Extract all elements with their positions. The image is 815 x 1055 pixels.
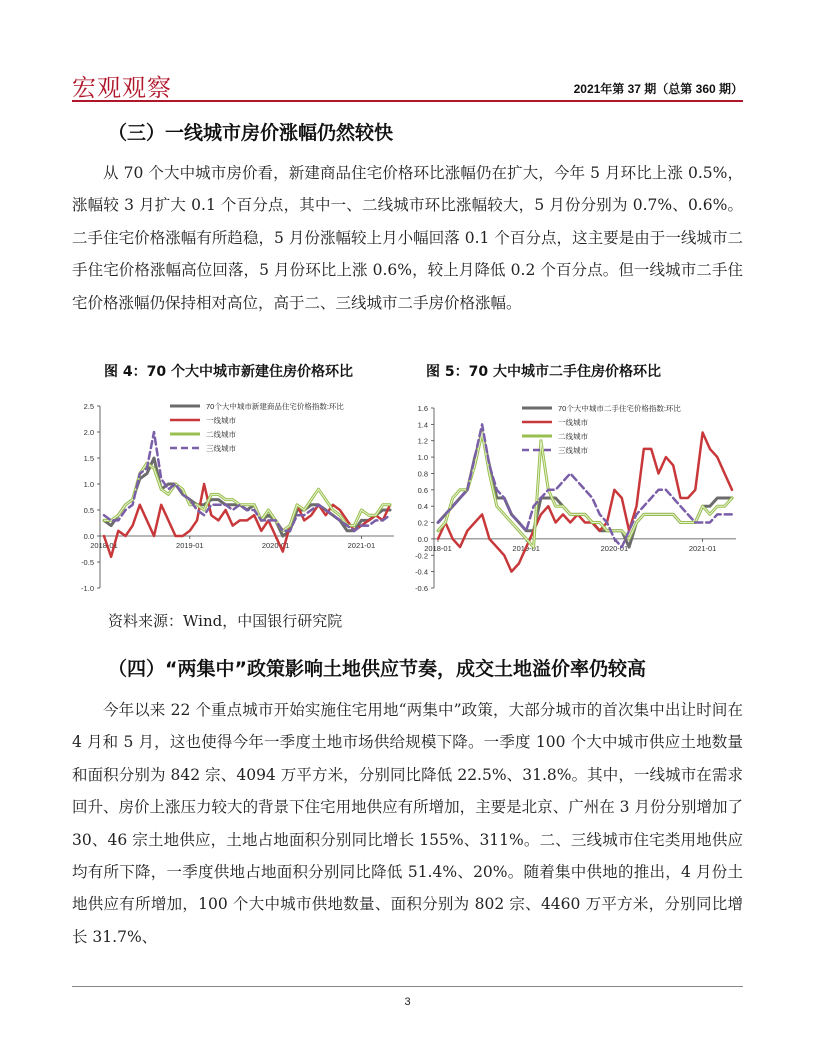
y-tick-label: 0.5 xyxy=(83,506,94,515)
publication-title: 宏观观察 xyxy=(72,74,172,102)
y-tick-label: -1.0 xyxy=(81,584,94,593)
x-tick-label: 2018-01 xyxy=(90,541,118,550)
x-tick-label: 2021-01 xyxy=(688,543,717,553)
section-4-text: 今年以来 22 个重点城市开始实施住宅用地“两集中”政策，大部分城市的首次集中出让时间在 4 月和 5 月，这也使得今年一季度土地市场供给规模下降。一季度 100 个大中城市供应土地数量和面积分别为 842 宗、4094 万平方米，分别同比降低 22.5%、31.8%。其中，一线城市在需求回升、房价上涨压力较大的背景下住宅用地供应有所增加，主要是北京、广州在 3 月份分别增加了 30、46 宗土地供应，土地占地面积分别同比增长 155%、311%。二、三线城市住宅类用地供应均有所下降，一季度供地占地面积分别同比降低 51.4%、20%。随着集中供地的推出，4 月份土地供应有所增加，100 个大中城市供地数量、面积分别为 802 宗、4460 万平方米，分别同比增长 31.7%、 xyxy=(72,701,743,946)
y-tick-label: 0.4 xyxy=(417,502,428,512)
y-tick-label: 1.0 xyxy=(83,480,94,489)
figure-source: 资料来源：Wind，中国银行研究院 xyxy=(108,612,343,630)
y-tick-label: -0.4 xyxy=(415,567,428,577)
series-line-4 xyxy=(438,424,732,547)
legend-label: 一线城市 xyxy=(206,416,236,425)
x-tick-label: 2021-01 xyxy=(347,541,376,550)
legend-label: 二线城市 xyxy=(558,432,588,441)
y-tick-label: 2.0 xyxy=(83,428,94,437)
y-tick-label: 0.2 xyxy=(417,518,428,528)
figure-4-title: 图 4：70 个大中城市新建住房价格环比 xyxy=(104,364,353,380)
y-tick-label: 1.2 xyxy=(417,436,428,446)
legend-label: 三线城市 xyxy=(206,444,236,453)
section-4-paragraph xyxy=(72,694,743,953)
y-tick-label: 0.0 xyxy=(417,534,428,544)
section-4-heading: （四）“两集中”政策影响土地供应节奏，成交土地溢价率仍较高 xyxy=(108,658,646,680)
legend-label: 三线城市 xyxy=(558,446,588,455)
y-tick-label: 0.0 xyxy=(83,532,94,541)
y-tick-label: 0.6 xyxy=(417,485,428,495)
legend-label: 70个大中城市新建商品住宅价格指数:环比 xyxy=(206,402,344,411)
footer-divider xyxy=(72,986,743,987)
legend-label: 二线城市 xyxy=(206,430,236,439)
y-tick-label: 1.5 xyxy=(83,454,94,463)
y-tick-label: -0.6 xyxy=(415,584,428,593)
section-3-heading: （三）一线城市房价涨幅仍然较快 xyxy=(108,122,394,144)
y-tick-label: -0.5 xyxy=(81,558,94,567)
figure-5-title: 图 5：70 大中城市二手住房价格环比 xyxy=(426,364,661,380)
x-tick-label: 2018-01 xyxy=(424,543,452,553)
figure-5-chart xyxy=(404,392,744,600)
legend-label: 70个大中城市二手住宅价格指数:环比 xyxy=(558,404,681,413)
x-tick-label: 2020-01 xyxy=(600,543,629,553)
y-tick-label: 1.0 xyxy=(417,453,428,463)
x-tick-label: 2019-01 xyxy=(512,543,540,553)
legend-label: 一线城市 xyxy=(558,418,588,427)
y-tick-label: 1.6 xyxy=(417,404,428,413)
y-tick-label: 1.4 xyxy=(417,420,428,430)
y-tick-label: -0.2 xyxy=(415,551,428,561)
x-tick-label: 2020-01 xyxy=(261,541,290,550)
issue-number: 2021年第 37 期（总第 360 期） xyxy=(573,82,743,96)
section-3-paragraph xyxy=(72,157,743,319)
x-tick-label: 2019-01 xyxy=(176,541,204,550)
header-divider xyxy=(72,100,743,102)
y-tick-label: 2.5 xyxy=(83,402,94,411)
series-line-4 xyxy=(104,432,390,531)
y-tick-label: 0.8 xyxy=(417,469,428,479)
page-number: 3 xyxy=(404,996,411,1008)
section-3-text: 从 70 个大中城市房价看，新建商品住宅价格环比涨幅仍在扩大，今年 5 月环比上涨 0.5%，涨幅较 3 月扩大 0.1 个百分点，其中一、二线城市环比涨幅较大，5 月份分别为 0.7%、0.6%。二手住宅价格涨幅有所趋稳，5 月份涨幅较上月小幅回落 0.1 个百分点，这主要是由于一线城市二手住宅价格涨幅高位回落，5 月份环比上涨 0.6%，较上月降低 0.2 个百分点。但一线城市二手住宅价格涨幅仍保持相对高位，高于二、三线城市二手房价格涨幅。 xyxy=(72,164,743,312)
figure-4-chart xyxy=(72,392,402,600)
